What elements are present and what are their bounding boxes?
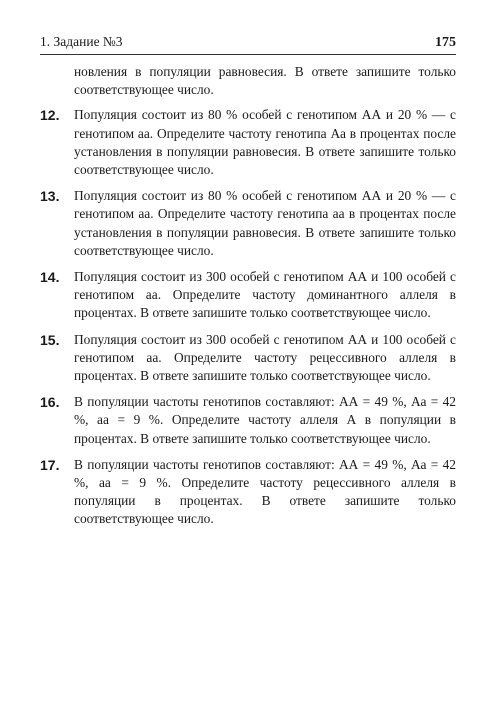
task-text: Популяция состоит из 80 % особей с генотипом АА и 20 % — с генотипом аа. Определите частоту генотипа Аа в процентах после установления в популяции равновесия. В ответе запишите только соответствующее число. bbox=[74, 107, 456, 178]
task-text: В популяции частоты генотипов составляют: АА = 49 %, Аа = 42 %, аа = 9 %. Определите частоту рецессивного аллеля в популяции в процентах. В ответе запишите только соответствующее число. bbox=[74, 456, 456, 527]
page-content bbox=[40, 63, 456, 537]
task-item bbox=[40, 393, 456, 448]
task-number: 12. bbox=[40, 107, 60, 124]
task-item bbox=[40, 268, 456, 323]
task-text: В популяции частоты генотипов составляют: АА = 49 %, Аа = 42 %, аа = 9 %. Определите частоту аллеля А в популяции в процентах. В ответе запишите только соответствующее число. bbox=[74, 394, 456, 446]
chapter-title: 1. Задание №3 bbox=[40, 34, 123, 49]
header-rule bbox=[40, 54, 456, 55]
task-item bbox=[40, 106, 456, 179]
task-item bbox=[40, 456, 456, 529]
task-text: Популяция состоит из 300 особей с генотипом АА и 100 особей с генотипом аа. Определите частоту доминантного аллеля в процентах. В ответе запишите только соответствующее число. bbox=[74, 269, 456, 321]
task-number: 16. bbox=[40, 394, 60, 411]
task-text: Популяция состоит из 300 особей с генотипом АА и 100 особей с генотипом аа. Определите частоту рецессивного аллеля в процентах. В ответе запишите только соответствующее число. bbox=[74, 331, 456, 384]
task-text: Популяция состоит из 80 % особей с генотипом АА и 20 % — с генотипом аа. Определите частоту генотипа аа в процентах после установления в популяции равновесия. В ответе запишите только соответствующее число. bbox=[74, 188, 456, 258]
task-number: 17. bbox=[40, 456, 60, 473]
task-list bbox=[40, 106, 456, 528]
continuation-text: новления в популяции равновесия. В ответе запишите только соответствующее число. bbox=[74, 64, 456, 98]
task-item bbox=[40, 187, 456, 260]
task-number: 15. bbox=[40, 331, 60, 348]
task-number: 13. bbox=[40, 188, 60, 205]
task-number: 14. bbox=[40, 269, 60, 286]
page-number: 175 bbox=[435, 35, 456, 50]
task-item bbox=[40, 331, 456, 386]
page-header bbox=[40, 34, 456, 51]
